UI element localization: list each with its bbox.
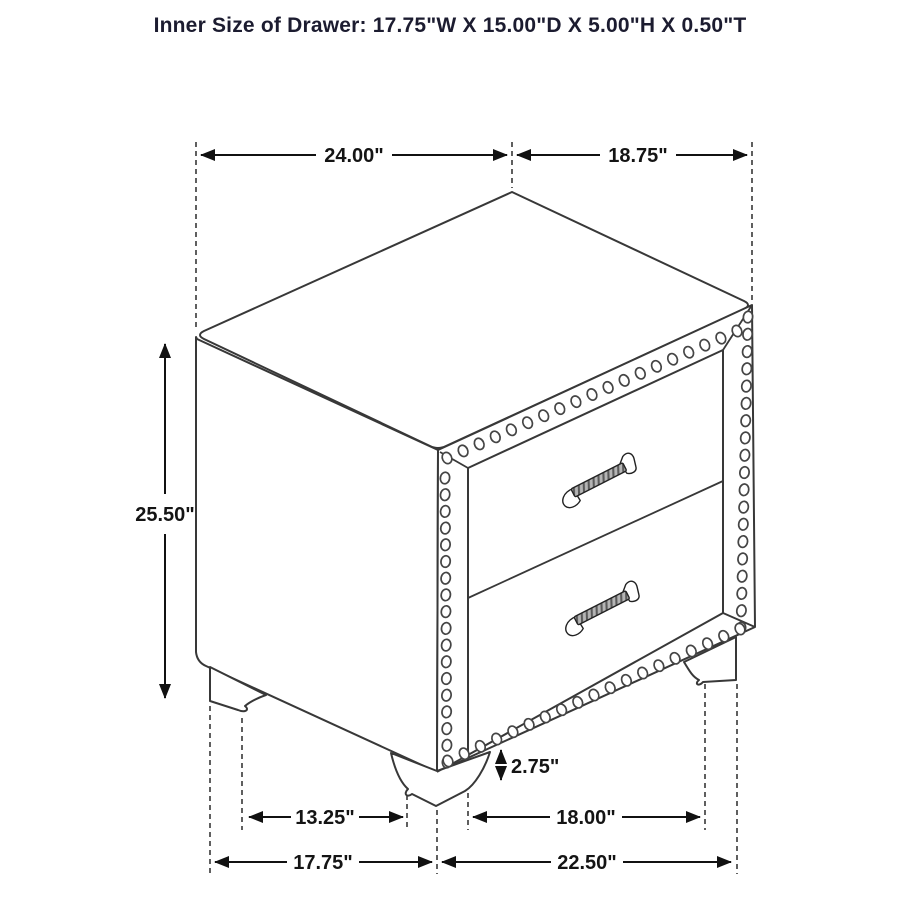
dimension-label: 13.25": [295, 807, 355, 829]
dimension-label: 22.50": [557, 852, 617, 874]
leg-height-dimension: [501, 750, 559, 780]
drawer-inner-size-title: Inner Size of Drawer: 17.75"W X 15.00"D X 5.00"H X 0.50"T: [153, 14, 747, 37]
nightstand: [196, 192, 755, 806]
leg-span-front-dimension: [473, 807, 700, 829]
dimension-label: 18.75": [608, 145, 668, 167]
dimension-label: 24.00": [324, 145, 384, 167]
dimension-label: 25.50": [135, 504, 195, 526]
dimension-label: 18.00": [556, 807, 616, 829]
dimension-label: 17.75": [293, 852, 353, 874]
top-width-dimension: [201, 145, 507, 167]
base-depth-dimension: [215, 852, 432, 874]
dimension-label: 2.75": [511, 756, 560, 778]
base-width-dimension: [442, 852, 731, 874]
leg-span-side-dimension: [249, 807, 403, 829]
top-depth-dimension: [517, 145, 747, 167]
height-dimension: [135, 344, 195, 698]
